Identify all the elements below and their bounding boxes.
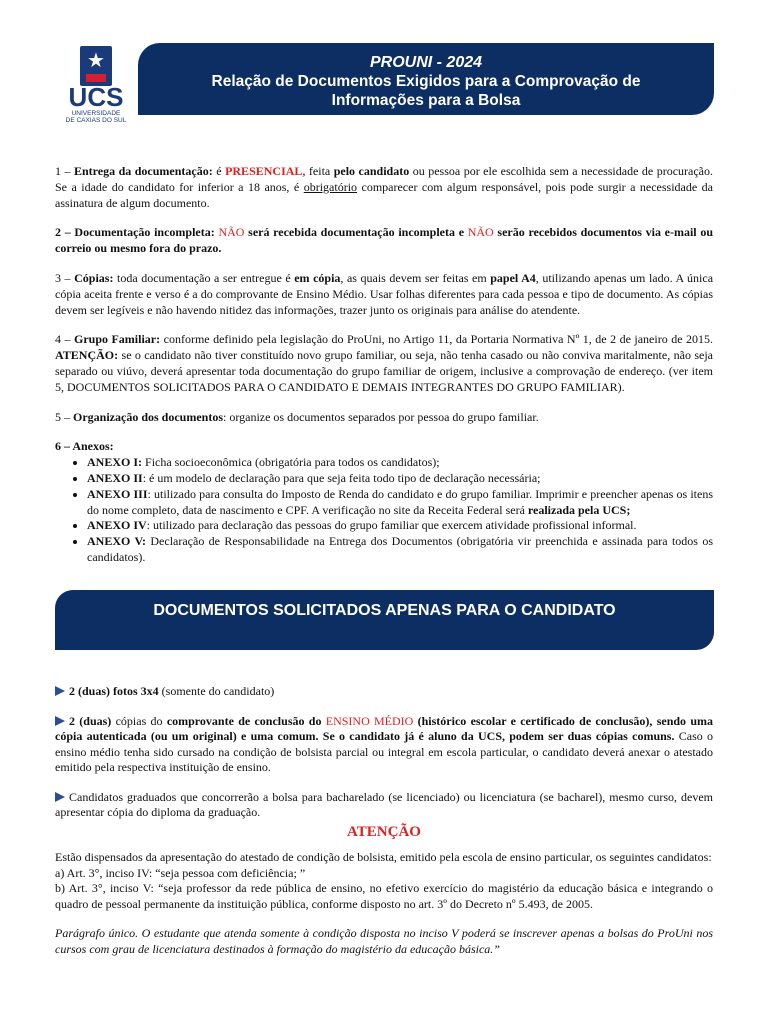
annexes-title: 6 – Anexos: — [55, 439, 114, 454]
logo-subtitle: UNIVERSIDADE DE CAXIAS DO SUL — [65, 110, 127, 124]
ucs-logo — [58, 46, 134, 122]
section-banner: DOCUMENTOS SOLICITADOS APENAS PARA O CANDIDATO — [55, 590, 714, 650]
exemption-a: a) Art. 3°, inciso IV: “seja pessoa com deficiência; ” — [55, 865, 306, 880]
header-subtitle-2: Informações para a Bolsa — [331, 92, 521, 109]
list-item: • ANEXO IV: utilizado para declaração das pessoas do grupo familiar que exercem atividade profissional informal. — [87, 518, 713, 534]
exemption-text: Estão dispensados da apresentação do atestado de condição de bolsista, emitido pela escola de ensino particular, os seguintes candidatos: — [55, 850, 712, 864]
item-6 — [55, 439, 713, 565]
item-4: 4 – Grupo Familiar: conforme definido pela legislação do ProUni, no Artigo 11, da Portaria Normativa Nº 1, de 2 de janeiro de 2015. ATENÇÃO: se o candidato não tiver constituído novo grupo familiar, ou seja, não tenha casado ou não conviva maritalmente, não seja separado ou viúvo, deverá apresentar toda documentação do grupo familiar de origem, inclusive a comprovação de endereço. (ver item 5, DOCUMENTOS SOLICITADOS PARA O CANDIDATO E DEMAIS INTEGRANTES DO GRUPO FAMILIAR). — [55, 332, 714, 394]
arrow-icon — [55, 716, 65, 726]
item-5: 5 – Organização dos documentos: organize os documentos separados por pessoa do grupo familiar. — [55, 409, 539, 424]
shield-icon: ★ — [80, 46, 112, 86]
header-banner — [138, 43, 714, 115]
item-2: 2 – Documentação incompleta: NÃO será recebida documentação incompleta e NÃO serão recebidos documentos via e-mail ou correio ou mesmo fora do prazo. — [55, 225, 714, 256]
item-1: 1 – Entrega da documentação: é PRESENCIAL, feita pelo candidato ou pessoa por ele escolhida sem a necessidade de procuração. Se a idade do candidato for inferior a 18 anos, é obrigatório comparecer com algum responsável, pois pode surgir a necessidade da assinatura de algum documento. — [55, 164, 714, 210]
header-title: PROUNI - 2024 — [369, 54, 483, 71]
attention-heading: ATENÇÃO — [347, 823, 421, 840]
list-item: • ANEXO III: utilizado para consulta do Imposto de Renda do candidato e do grupo familiar. Imprimir e preencher apenas os itens do nome completo, data de nascimento e CPF. A verificação no site da Receita Federal será realizada pela UCS; — [87, 487, 713, 519]
arrow-icon — [55, 686, 65, 696]
item-3: 3 – Cópias: toda documentação a ser entregue é em cópia, as quais devem ser feitas em papel A4, utilizando apenas um lado. A única cópia aceita frente e verso é a do comprovante de Ensino Médio. Usar folhas diferentes para cada pessoa e tipo de documento. As cópias devem ser legíveis e não havendo nitidez das informações, trazer junto os originais para análise do atendente. — [55, 270, 714, 317]
candidate-documents — [55, 684, 713, 957]
list-item: • ANEXO V: Declaração de Responsabilidade na Entrega dos Documentos (obrigatória vir preenchida e assinada para todos os candidatos). — [87, 534, 713, 566]
graduates-item: Candidatos graduados que concorrerão a bolsa para bacharelado (se licenciado) ou licenciatura (se bacharel), mesmo curso, devem apresentar cópia do diploma da graduação. — [55, 789, 713, 819]
logo-name: UCS — [68, 82, 124, 112]
annexes-list — [55, 455, 713, 566]
arrow-icon — [55, 792, 65, 802]
list-item: • ANEXO II: é um modelo de declaração para que seja feita todo tipo de declaração necessária; — [87, 471, 713, 487]
photos-item: 2 (duas) fotos 3x4 (somente do candidato) — [55, 684, 713, 700]
paragrafo-unico: Parágrafo único. O estudante que atenda somente à condição disposta no inciso V poderá se inscrever apenas a bolsas do ProUni nos cursos com grau de licenciatura destinados à formação do magistério da educação básica.” — [55, 926, 713, 956]
instructions — [55, 164, 713, 566]
diploma-item: 2 (duas) cópias do comprovante de conclusão do ENSINO MÉDIO (histórico escolar e certificado de conclusão), sendo uma cópia autenticada (ou um original) e uma comum. Se o candidato já é aluno da UCS, podem ser duas cópias comuns. Caso o ensino médio tenha sido cursado na condição de bolsista parcial ou integral em escola particular, o candidato deverá anexar o atestado emitido pela respectiva instituição de ensino. — [55, 713, 714, 774]
exemption-b: b) Art. 3°, inciso V: “seja professor da rede pública de ensino, no efetivo exercício do magistério da educação básica e integrando o quadro de pessoal permanente da instituição pública, conforme disposto no art. 3º do Decreto nº 5.493, de 2005. — [55, 881, 713, 911]
header-subtitle-1: Relação de Documentos Exigidos para a Comprovação de — [211, 73, 641, 90]
list-item: • ANEXO I: Ficha socioeconômica (obrigatória para todos os candidatos); — [87, 455, 713, 471]
